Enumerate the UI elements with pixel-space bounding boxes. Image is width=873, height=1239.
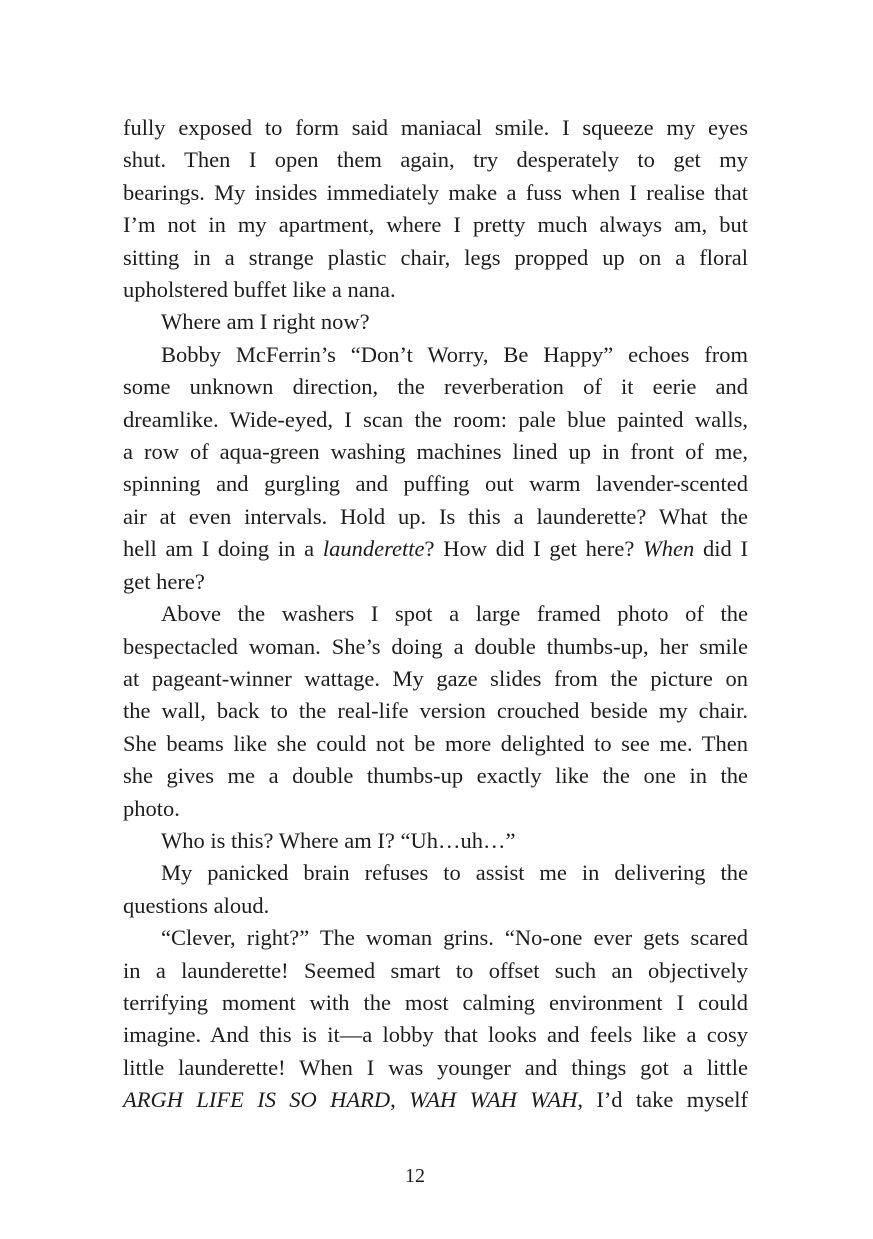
text-segment: photo. xyxy=(123,795,180,821)
text-line xyxy=(123,728,748,760)
text-line xyxy=(123,144,748,176)
italic-text-segment: launderette xyxy=(322,536,425,562)
text-segment: dreamlike. Wide-eyed, I scan the room: pale blue painted walls, xyxy=(123,406,748,432)
text-segment: in a launderette! Seemed smart to offset such an objectively xyxy=(123,957,748,983)
text-line xyxy=(123,695,748,727)
text-line xyxy=(123,922,748,954)
text-segment: shut. Then I open them again, try desperately to get my xyxy=(123,147,748,173)
text-line xyxy=(123,566,748,598)
text-segment: imagine. And this is it—a lobby that looks and feels like a cosy xyxy=(123,1022,748,1048)
italic-text-segment: When xyxy=(643,536,695,562)
text-line xyxy=(123,274,748,306)
text-line xyxy=(123,1084,748,1116)
text-line xyxy=(123,306,748,338)
italic-text-segment: ARGH LIFE IS SO HARD xyxy=(123,1087,391,1113)
text-line xyxy=(123,825,748,857)
text-segment: Above the washers I spot a large framed photo of the xyxy=(161,601,748,627)
text-line xyxy=(123,436,748,468)
page-number: 12 xyxy=(405,1165,425,1187)
text-line xyxy=(123,339,748,371)
italic-text-segment: WAH WAH WAH xyxy=(409,1087,578,1113)
text-segment: air at even intervals. Hold up. Is this a launderette? What the xyxy=(123,503,748,529)
text-line xyxy=(123,663,748,695)
text-line xyxy=(123,501,748,533)
text-segment: the wall, back to the real-life version crouched beside my chair. xyxy=(123,698,748,724)
text-line xyxy=(123,1052,748,1084)
text-line xyxy=(123,533,748,565)
text-segment: did I xyxy=(694,536,749,562)
text-segment: Where am I right now? xyxy=(161,309,370,335)
text-segment: , I’d take myself xyxy=(577,1087,748,1113)
text-segment: “Clever, right?” The woman grins. “No-one ever gets scared xyxy=(161,925,748,951)
text-line xyxy=(123,112,748,144)
text-segment: bearings. My insides immediately make a fuss when I realise that xyxy=(123,179,748,205)
text-segment: questions aloud. xyxy=(123,892,270,918)
text-segment: a row of aqua-green washing machines lined up in front of me, xyxy=(123,439,748,465)
text-segment: some unknown direction, the reverberation of it eerie and xyxy=(123,374,748,400)
text-segment: little launderette! When I was younger and things got a little xyxy=(123,1054,748,1080)
text-segment: hell am I doing in a xyxy=(123,536,323,562)
text-segment: Bobby McFerrin’s “Don’t Worry, Be Happy” echoes from xyxy=(161,341,748,367)
text-segment: fully exposed to form said maniacal smile. I squeeze my eyes xyxy=(123,115,748,140)
text-block xyxy=(123,112,748,1117)
text-line xyxy=(123,890,748,922)
text-line xyxy=(123,857,748,889)
text-segment: terrifying moment with the most calming environment I could xyxy=(123,989,748,1015)
text-line xyxy=(123,177,748,209)
text-segment: Who is this? Where am I? “Uh…uh…” xyxy=(161,827,516,853)
text-segment: I’m not in my apartment, where I pretty much always am, but xyxy=(123,212,748,238)
text-segment: bespectacled woman. She’s doing a double thumbs-up, her smile xyxy=(123,633,748,659)
text-line xyxy=(123,209,748,241)
text-segment: at pageant-winner wattage. My gaze slides from the picture on xyxy=(123,665,748,691)
text-segment: , xyxy=(390,1087,410,1113)
text-segment: she gives me a double thumbs-up exactly like the one in the xyxy=(123,763,748,789)
text-segment: ? How did I get here? xyxy=(424,536,644,562)
text-line xyxy=(123,1019,748,1051)
text-segment: upholstered buffet like a nana. xyxy=(123,277,396,303)
text-line xyxy=(123,598,748,630)
text-line xyxy=(123,760,748,792)
text-segment: sitting in a strange plastic chair, legs propped up on a floral xyxy=(123,244,748,270)
text-segment: get here? xyxy=(123,568,205,594)
text-segment: She beams like she could not be more delighted to see me. Then xyxy=(123,730,748,756)
text-segment: My panicked brain refuses to assist me in delivering the xyxy=(161,860,748,886)
text-line xyxy=(123,955,748,987)
text-line xyxy=(123,631,748,663)
text-line xyxy=(123,404,748,436)
text-line xyxy=(123,793,748,825)
text-line xyxy=(123,987,748,1019)
text-line xyxy=(123,468,748,500)
text-line xyxy=(123,242,748,274)
text-segment: spinning and gurgling and puffing out warm lavender-scented xyxy=(123,471,748,497)
text-line xyxy=(123,371,748,403)
